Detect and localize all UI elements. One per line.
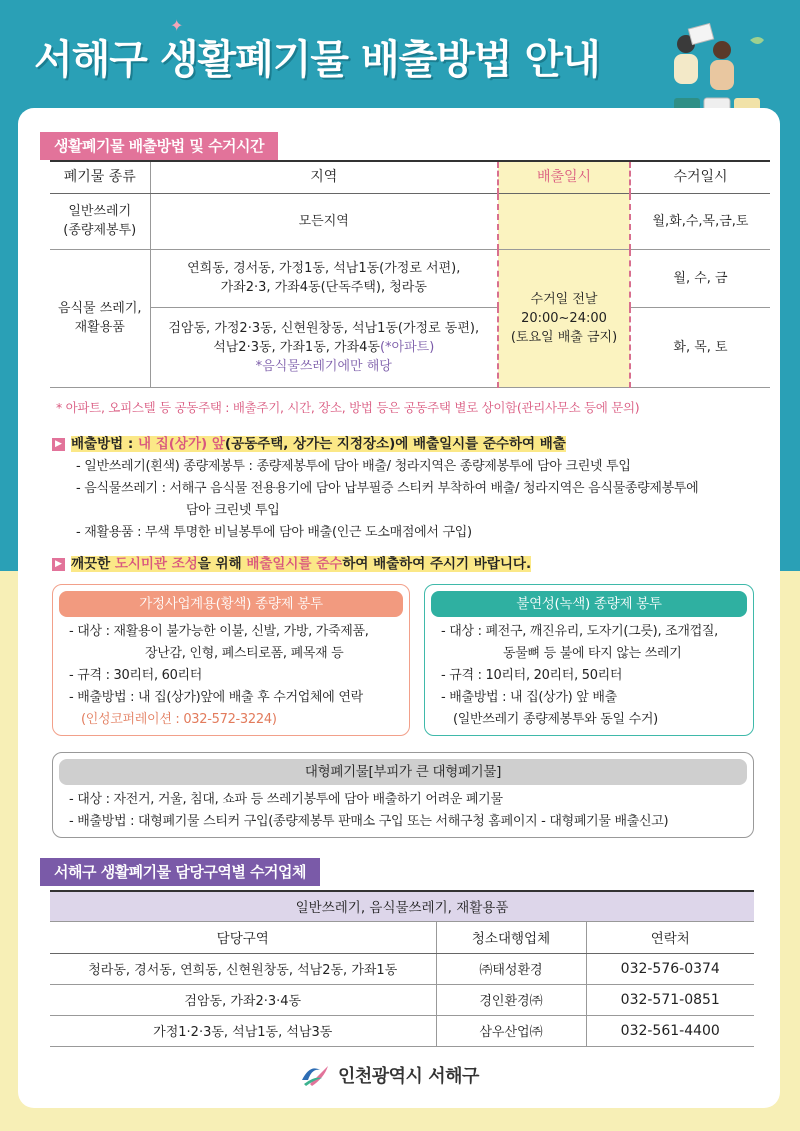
table-row xyxy=(50,193,770,249)
list-item: 담아 크린넷 투입 xyxy=(186,503,280,518)
area-group-a: 연희동, 경서동, 가정1동, 석남1동(가정로 서편), 가좌2·3, 가좌4동(단독주택), 청라동 xyxy=(150,249,498,307)
zone-cell: 가정1·2·3동, 석남1동, 석남3동 xyxy=(50,1015,436,1046)
green-bag-box xyxy=(424,584,754,736)
table-row xyxy=(50,984,754,1015)
green-bag-title: 불연성(녹색) 종량제 봉투 xyxy=(431,591,747,617)
vendor-subheader: 일반쓰레기, 음식물쓰레기, 재활용품 xyxy=(50,891,754,921)
arrow-right-icon: ▶ xyxy=(52,438,65,451)
bulky-waste-body xyxy=(53,789,753,833)
page-title: 서해구 생활폐기물 배출방법 안내 xyxy=(34,37,600,83)
list-item: - 배출방법 : 내 집(상가)앞에 배출 후 수거업체에 연락 xyxy=(69,690,363,705)
disposal-schedule-table xyxy=(50,160,770,388)
vendor-cell: ㈜태성환경 xyxy=(436,953,586,984)
header-contact: 연락처 xyxy=(586,921,754,953)
table-row xyxy=(50,953,754,984)
table-row xyxy=(50,249,770,307)
clean-a: 깨끗한 xyxy=(71,556,115,572)
apartment-marker: (*아파트) xyxy=(379,339,435,355)
method-heading xyxy=(52,432,566,452)
list-item: (일반쓰레기 종량제봉투와 동일 수거) xyxy=(453,712,658,727)
vendor-cell: 경인환경㈜ xyxy=(436,984,586,1015)
area-group-b-main: 검암동, 가정2·3동, 신현원창동, 석남1동(가정로 동편), 석남2·3동, 가좌1동, 가좌4동 xyxy=(168,320,480,355)
apartment-note: * 아파트, 오피스텔 등 공동주택 : 배출주기, 시간, 장소, 방법 등은 공동주택 별로 상이함(관리사무소 등에 문의) xyxy=(56,400,640,415)
list-item: - 규격 : 30리터, 60리터 xyxy=(69,668,203,683)
list-item: - 배출방법 : 대형폐기물 스티커 구입(종량제봉투 판매소 구입 또는 서해구청 홈페이지 - 대형폐기물 배출신고) xyxy=(69,814,669,829)
type-general: 일반쓰레기 (종량제봉투) xyxy=(50,193,150,249)
vendor-table xyxy=(50,890,754,1047)
header-type: 폐기물 종류 xyxy=(50,161,150,193)
header-area: 지역 xyxy=(150,161,498,193)
city-logo-icon xyxy=(300,1062,330,1088)
clean-d: 배출일시를 준수 xyxy=(246,556,343,572)
table-row xyxy=(50,307,770,387)
section-label-disposal: 생활폐기물 배출방법 및 수거시간 xyxy=(40,132,278,160)
table-row xyxy=(50,1015,754,1046)
contact-cell: 032-561-4400 xyxy=(586,1015,754,1046)
bulky-waste-title: 대형폐기물[부피가 큰 대형폐기물] xyxy=(59,759,747,785)
arrow-right-icon: ▶ xyxy=(52,558,65,571)
zone-cell: 청라동, 경서동, 연희동, 신현원창동, 석남2동, 가좌1동 xyxy=(50,953,436,984)
list-item: - 대상 : 자전거, 거울, 침대, 쇼파 등 쓰레기봉투에 담아 배출하기 어려운 폐기물 xyxy=(69,792,503,807)
list-item: - 대상 : 폐전구, 깨진유리, 도자기(그릇), 조개껍질, xyxy=(441,624,718,639)
zone-cell: 검암동, 가좌2·3·4동 xyxy=(50,984,436,1015)
list-item: - 재활용품 : 무색 투명한 비닐봉투에 담아 배출(인근 도소매점에서 구입) xyxy=(76,525,472,540)
yellow-bag-box xyxy=(52,584,410,736)
bulky-waste-box xyxy=(52,752,754,838)
header-vendor: 청소대행업체 xyxy=(436,921,586,953)
area-group-b xyxy=(150,307,498,387)
method-list xyxy=(76,456,776,544)
sparkle-icon: ✦ xyxy=(170,16,184,35)
table-header-row xyxy=(50,161,770,193)
method-prefix: 배출방법 : xyxy=(71,436,138,452)
clean-b: 도시미관 조성 xyxy=(114,556,198,572)
food-only-note: *음식물쓰레기에만 해당 xyxy=(255,358,392,374)
contact-cell: 032-576-0374 xyxy=(586,953,754,984)
header-dispose: 배출일시 xyxy=(498,161,630,193)
vendor-cell: 삼우산업㈜ xyxy=(436,1015,586,1046)
list-item: - 음식물쓰레기 : 서해구 음식물 전용용기에 담아 납부필증 스티커 부착하여 배출/ 청라지역은 음식물종량제봉투에 xyxy=(76,481,699,496)
section-label-vendors: 서해구 생활폐기물 담당구역별 수거업체 xyxy=(40,858,320,886)
contact-cell: 032-571-0851 xyxy=(586,984,754,1015)
clean-c: 을 위해 xyxy=(197,556,247,572)
header-collect: 수거일시 xyxy=(630,161,770,193)
yellow-bag-title: 가정사업계용(황색) 종량제 봉투 xyxy=(59,591,403,617)
collect-general: 월,화,수,목,금,토 xyxy=(630,193,770,249)
header-zone: 담당구역 xyxy=(50,921,436,953)
dispose-cell-empty xyxy=(498,193,630,249)
type-food-recycle: 음식물 쓰레기, 재활용품 xyxy=(50,249,150,387)
collect-group-a: 월, 수, 금 xyxy=(630,249,770,307)
list-item: - 배출방법 : 내 집(상가) 앞 배출 xyxy=(441,690,617,705)
collect-group-b: 화, 목, 토 xyxy=(630,307,770,387)
clean-city-notice xyxy=(52,552,531,572)
footer-logo xyxy=(300,1060,479,1090)
footer-city-name: 인천광역시 서해구 xyxy=(338,1066,479,1087)
vendor-contact: (인성코퍼레이션 : 032-572-3224) xyxy=(81,712,277,727)
method-rest: (공동주택, 상가는 지정장소)에 배출일시를 준수하여 배출 xyxy=(224,436,566,452)
list-item: 동물뼈 등 불에 타지 않는 쓰레기 xyxy=(503,646,682,661)
list-item: 장난감, 인형, 폐스티로폼, 폐목재 등 xyxy=(145,646,344,661)
method-highlight: 내 집(상가) 앞 xyxy=(137,436,225,452)
yellow-bag-body xyxy=(53,621,409,731)
dispose-time: 수거일 전날 20:00~24:00 (토요일 배출 금지) xyxy=(498,249,630,387)
list-item: - 일반쓰레기(흰색) 종량제봉투 : 종량제봉투에 담아 배출/ 청라지역은 종량제봉투에 담아 크린넷 투입 xyxy=(76,459,631,474)
list-item: - 대상 : 재활용이 불가능한 이불, 신발, 가방, 가죽제품, xyxy=(69,624,369,639)
area-all: 모든지역 xyxy=(150,193,498,249)
list-item: - 규격 : 10리터, 20리터, 50리터 xyxy=(441,668,623,683)
clean-e: 하여 배출하여 주시기 바랍니다. xyxy=(342,556,532,572)
table-header-row xyxy=(50,921,754,953)
green-bag-body xyxy=(425,621,753,731)
